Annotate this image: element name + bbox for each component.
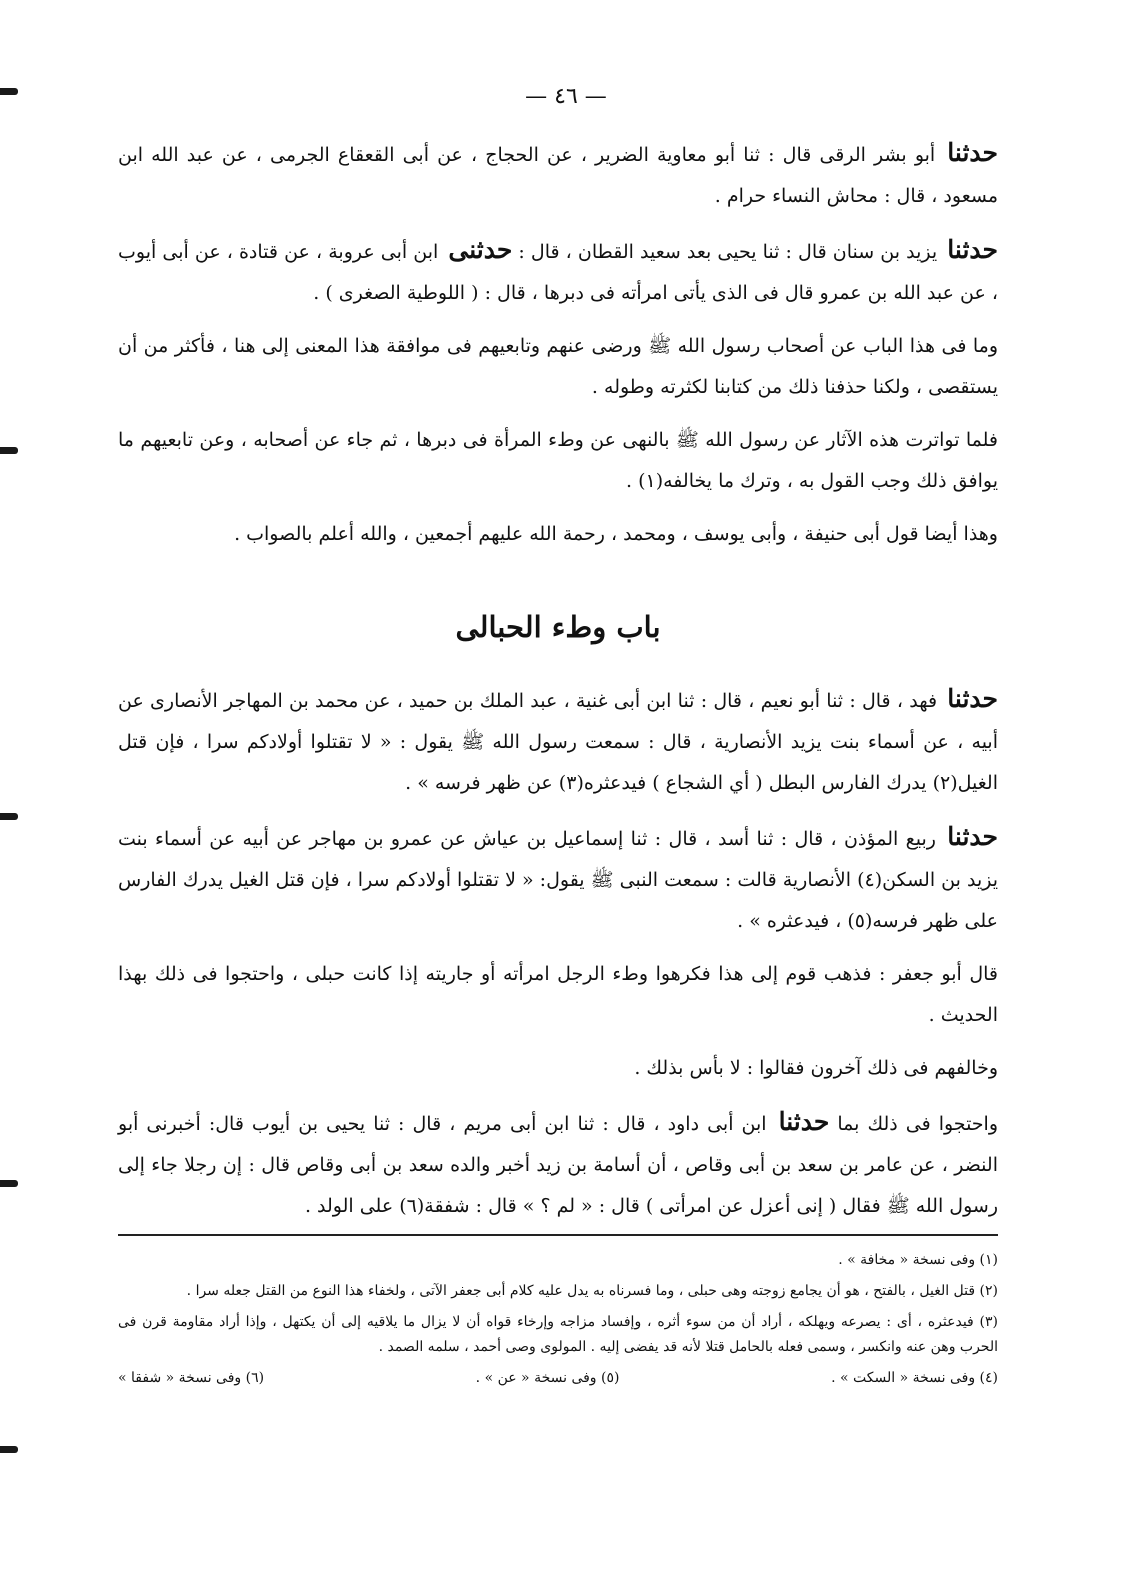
scan-edge-mark [0, 813, 18, 820]
haddathana-lead: حدثنا [947, 235, 998, 264]
paragraph-6-text: فهد ، قال : ثنا أبو نعيم ، قال : ثنا ابن أبى غنية ، عبد الملك بن حميد ، عن محمد بن المهاجر الأنصارى عن أبيه ، عن أسماء بنت يزيد الأنصارية ، قال : سمعت رسول الله ﷺ يقول : « لا تقتلوا أولادكم سرا ، فإن قتل الغيل(٢) يدرك الفارس البطل ( أي الشجاع ) فيدعثره(٣) عن ظهر فرسه » . [118, 690, 998, 794]
paragraph-10 [118, 1101, 998, 1227]
section-title: باب وطء الحبالى [455, 610, 661, 644]
haddathana-lead: حدثنا [947, 138, 998, 167]
paragraph-10-text-a: واحتجوا فى ذلك بما [837, 1113, 999, 1135]
paragraph-2 [118, 229, 998, 314]
scan-edge-mark [0, 447, 18, 454]
footnote-4: (٤) وفى نسخة « السكت » . [831, 1370, 998, 1386]
main-text [118, 132, 998, 1239]
paragraph-10-text-b: ابن أبى داود ، قال : ثنا ابن أبى مريم ، قال : ثنا يحيى بن أيوب قال: أخبرنى أبو النضر ، عن عامر بن سعد بن أبى وقاص ، أن أسامة بن زيد أخبر والده سعد بن أبى وقاص قال : إن رجلا جاء إلى رسول الله ﷺ فقال ( إنى أعزل عن امرأتى ) قال : « لم ؟ » قال : شفقة(٦) على الولد . [118, 1113, 998, 1217]
footnote-3: (٣) فيدعثره ، أى : يصرعه ويهلكه ، أراد أن من سوء أثره ، وإفساد مزاجه وإرخاء قواه أن لا يزال ما يلاقيه إلى أن يكتهل ، وإذا أراد مقاومة قرن فى الحرب وهن عنه وانكسر ، وسمى فعله بالحامل قتلا لأنه قد يفضى إليه . المولوى وصى أحمد ، سلمه الصمد . [118, 1314, 999, 1355]
footnote-1: (١) وفى نسخة « مخافة » . [838, 1252, 998, 1268]
paragraph-3: وما فى هذا الباب عن أصحاب رسول الله ﷺ ورضى عنهم وتابعيهم فى موافقة هذا المعنى إلى هنا ، فأكثر من أن يستقصى ، ولكنا حذفنا ذلك من كتابنا لكثرته وطوله . [118, 335, 998, 398]
page-number: — ٤٦ — [525, 84, 607, 109]
paragraph-6 [118, 678, 998, 804]
scan-edge-mark [0, 1180, 18, 1187]
paragraph-2-text-a: يزيد بن سنان قال : ثنا يحيى بعد سعيد القطان ، قال : [518, 241, 938, 263]
haddathana-lead: حدثنا [947, 684, 998, 713]
scan-edge-mark [0, 1446, 18, 1453]
footnote-2: (٢) قتل الغيل ، بالفتح ، هو أن يجامع زوجته وهى حبلى ، وما فسرناه به يدل عليه كلام أبى جعفر الآتى ، ولخفاء هذا النوع من القتل جعله سرا . [186, 1283, 998, 1299]
footnote-5: (٥) وفى نسخة « عن » . [475, 1370, 620, 1386]
haddathana-lead: حدثنا [947, 822, 998, 851]
haddathana-lead: حدثنا [778, 1107, 830, 1136]
paragraph-1-text: أبو بشر الرقى قال : ثنا أبو معاوية الضرير ، عن الحجاج ، عن أبى القعقاع الجرمى ، عن عبد الله ابن مسعود ، قال : محاش النساء حرام . [118, 144, 998, 207]
haddathani-lead: حدثنى [448, 235, 513, 264]
paragraph-5: وهذا أيضا قول أبى حنيفة ، وأبى يوسف ، ومحمد ، رحمة الله عليهم أجمعين ، والله أعلم بالصواب . [234, 523, 998, 545]
paragraph-1 [118, 132, 998, 217]
paragraph-9: وخالفهم فى ذلك آخرون فقالوا : لا بأس بذلك . [634, 1057, 998, 1079]
paragraph-8: قال أبو جعفر : فذهب قوم إلى هذا فكرهوا وطء الرجل امرأته أو جاريته إذا كانت حبلى ، واحتجوا فى ذلك بهذا الحديث . [118, 963, 998, 1026]
paragraph-2-text-b: ابن أبى عروبة ، عن قتادة ، عن أبى أيوب ، عن عبد الله بن عمرو قال فى الذى يأتى امرأته فى دبرها ، قال : ( اللوطية الصغرى ) . [118, 241, 998, 304]
footnote-6: (٦) وفى نسخة « شفقا » [118, 1370, 265, 1386]
paragraph-7-text: ربيع المؤذن ، قال : ثنا أسد ، قال : ثنا إسماعيل بن عياش عن عمرو بن مهاجر عن أبيه عن أسماء بنت يزيد بن السكن(٤) الأنصارية قالت : سمعت النبى ﷺ يقول: « لا تقتلوا أولادكم سرا ، فإن قتل الغيل يدرك الفارس على ظهر فرسه(٥) ، فيدعثره » . [118, 828, 999, 932]
footnotes [118, 1234, 998, 1391]
paragraph-4: فلما تواترت هذه الآثار عن رسول الله ﷺ بالنهى عن وطء المرأة فى دبرها ، ثم جاء عن أصحابه ، وعن تابعيهم ما يوافق ذلك وجب القول به ، وترك ما يخالفه(١) . [118, 429, 998, 492]
paragraph-7 [118, 816, 998, 942]
footnote-row [118, 1366, 998, 1391]
